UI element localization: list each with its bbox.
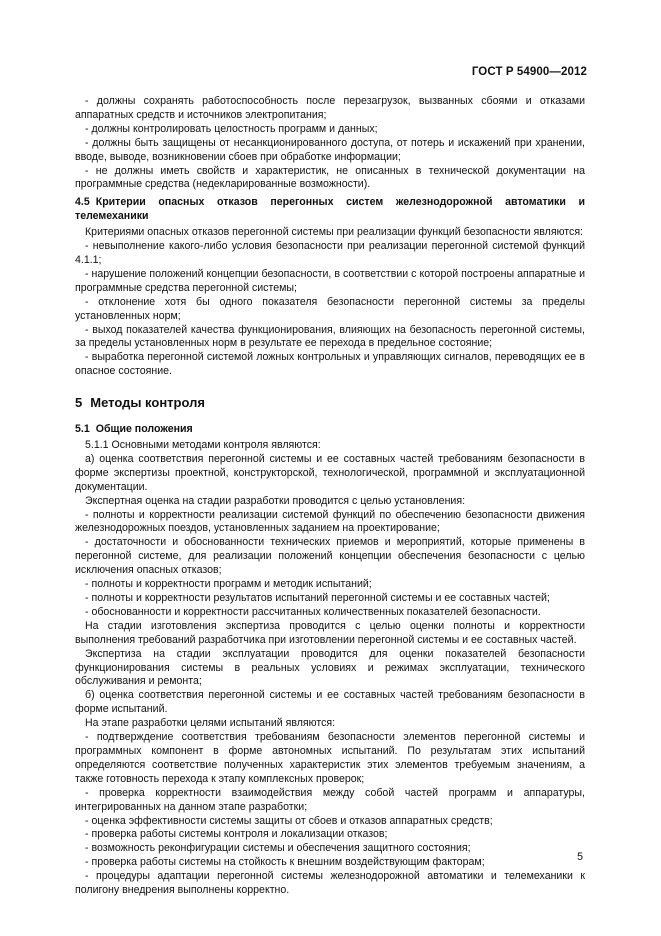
list-item: - оценка эффективности системы защиты от сбоев и отказов аппаратных средств; [85, 814, 493, 827]
section-number: 5 [75, 395, 83, 411]
section-heading-5-1 [75, 423, 585, 437]
document-header: ГОСТ Р 54900—2012 [471, 66, 587, 78]
section-title: Общие положения [95, 423, 193, 436]
paragraph: Критериями опасных отказов перегонной системы при реализации функций безопасности являются: [85, 226, 583, 239]
paragraph: - должны контролировать целостность программ и данных; [85, 122, 378, 135]
list-item: - полноты и корректности результатов испытаний перегонной системы и ее составных частей; [85, 592, 550, 604]
section-number: 4.5 [75, 196, 90, 209]
paragraph: а) оценка соответствия перегонной системы и ее составных частей требованиям безопасности в форме экспертизы проектной, конструкторской, технологической, программной и эксплуатационной документации. [75, 452, 585, 493]
paragraph: 5.1.1 Основными методами контроля являются: [85, 439, 321, 452]
page-number: 5 [577, 851, 583, 863]
paragraph: На стадии изготовления экспертиза проводится с целью оценки полноты и корректности выполнения требований разработчика при изготовлении перегонной системы и ее составных частей. [75, 619, 585, 646]
paragraph: б) оценка соответствия перегонной системы и ее составных частей требованиям безопасности в форме испытаний. [75, 689, 585, 716]
list-item: - достаточности и обоснованности технических приемов и мероприятий, которые применены в перегонной системе, для реализации положений концепции обеспечения безопасности с целью исключения опасных отказов; [75, 536, 585, 577]
list-item: - невыполнение какого-либо условия безопасности при реализации перегонной системой функций 4.1.1; [75, 240, 585, 266]
paragraph: - не должны иметь свойств и характеристик, не описанных в технической документации на программные средства (недекларированные возможности). [75, 164, 585, 191]
section-heading-5 [75, 395, 585, 411]
paragraph: Экспертиза на стадии эксплуатации проводится для оценки показателей безопасности функционирования системы в реальных условиях и режимах эксплуатации, технического обслуживания и ремонта; [75, 647, 585, 688]
list-item: - полноты и корректности программ и методик испытаний; [85, 578, 372, 591]
list-item: - выход показателей качества функционирования, влияющих на безопасность перегонной системы, за пределы установленных норм в результате ее перехода в предельное состояние; [75, 323, 585, 350]
document-body [75, 95, 585, 898]
paragraph: Экспертная оценка на стадии разработки проводится с целью установления: [85, 494, 466, 507]
list-item: - выработка перегонной системой ложных контрольных и управляющих сигналов, переводящих ее в опасное состояние. [75, 351, 585, 378]
section-title: Критерии опасных отказов перегонных систем железнодорожной автоматики и телемеханики [75, 196, 585, 223]
paragraph: - должны быть защищены от несанкционированного доступа, от потерь и искажений при хранении, вводе, выводе, возникновении сбоев при обработке информации; [75, 136, 585, 163]
list-item: - возможность реконфигурации системы и обеспечения защитного состояния; [85, 842, 471, 855]
list-item: - проверка работы системы на стойкость к внешним воздействующим факторам; [85, 856, 485, 869]
list-item: - нарушение положений концепции безопасности, в соответствии с которой построены аппаратные и программные средства перегонной системы; [75, 267, 585, 294]
paragraph: На этапе разработки целями испытаний являются: [85, 717, 336, 730]
section-heading-4-5 [75, 196, 585, 224]
list-item: - отклонение хотя бы одного показателя безопасности перегонной системы за пределы установленных норм; [75, 295, 585, 322]
list-item: - процедуры адаптации перегонной системы железнодорожной автоматики и телемеханики к полигону внедрения выполнены корректно. [75, 870, 585, 897]
section-number: 5.1 [75, 423, 90, 436]
list-item: - проверка корректности взаимодействия между собой частей программ и аппаратуры, интегрированных на данном этапе разработки; [75, 786, 585, 813]
list-item: - подтверждение соответствия требованиям безопасности элементов перегонной системы и программных компонент в форме автономных испытаний. По результатам этих испытаний определяются соответствие полученных характеристик этих элементов требуемым значениям, а также готовность перехода к этапу комплексных проверок; [75, 731, 585, 785]
section-title: Методы контроля [90, 395, 205, 411]
list-item: - проверка работы системы контроля и локализации отказов; [85, 828, 388, 841]
list-item: - полноты и корректности реализации системой функций по обеспечению безопасности движения железнодорожных поездов, установленных заданием на проектирование; [75, 508, 585, 535]
paragraph: - должны сохранять работоспособность после перезагрузок, вызванных сбоями и отказами аппаратных средств и источников электропитания; [75, 95, 585, 121]
list-item: - обоснованности и корректности рассчитанных количественных показателей безопасности. [85, 605, 541, 618]
